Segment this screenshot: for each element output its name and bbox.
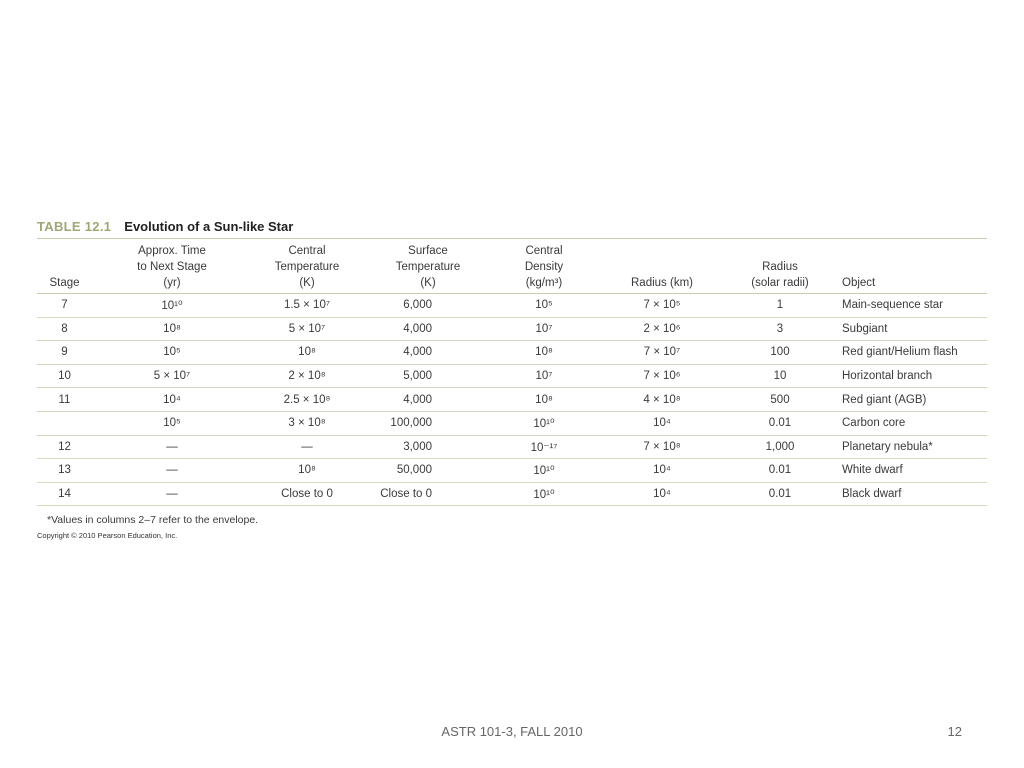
table-footnote: *Values in columns 2–7 refer to the envelope.	[47, 514, 259, 527]
cell-radius-km: 7 × 10⁸	[594, 435, 730, 459]
cell-radius-km: 7 × 10⁶	[594, 364, 730, 388]
cell-radius-solar: 100	[730, 341, 830, 365]
cell-object: Black dwarf	[830, 482, 987, 506]
cell-central-density: 10⁸	[494, 388, 594, 412]
cell-central-temperature: 5 × 10⁷	[252, 317, 362, 341]
cell-stage: 7	[37, 294, 92, 318]
cell-stage: 14	[37, 482, 92, 506]
cell-central-temperature: —	[252, 435, 362, 459]
cell-radius-km: 7 × 10⁵	[594, 294, 730, 318]
header-radius-solar: Radius (solar radii)	[730, 239, 830, 294]
table-title: Evolution of a Sun-like Star	[124, 218, 294, 234]
slide-footer: ASTR 101-3, FALL 2010	[441, 724, 583, 739]
cell-radius-km: 4 × 10⁸	[594, 388, 730, 412]
cell-central-temperature: 10⁸	[252, 341, 362, 365]
cell-radius-solar: 0.01	[730, 459, 830, 483]
header-time: Approx. Time to Next Stage (yr)	[92, 239, 252, 294]
cell-radius-solar: 500	[730, 388, 830, 412]
cell-central-density: 10⁷	[494, 317, 594, 341]
cell-radius-solar: 0.01	[730, 482, 830, 506]
table-row	[37, 459, 987, 483]
cell-time: 10⁵	[92, 411, 252, 435]
cell-object: Main-sequence star	[830, 294, 987, 318]
cell-stage: 9	[37, 341, 92, 365]
cell-time: 10¹⁰	[92, 294, 252, 318]
cell-surface-temperature: Close to 0	[362, 482, 494, 506]
cell-stage: 13	[37, 459, 92, 483]
table-row	[37, 317, 987, 341]
cell-central-density: 10⁸	[494, 341, 594, 365]
cell-radius-solar: 1,000	[730, 435, 830, 459]
cell-radius-km: 2 × 10⁶	[594, 317, 730, 341]
cell-radius-solar: 1	[730, 294, 830, 318]
cell-central-density: 10¹⁰	[494, 411, 594, 435]
cell-object: Carbon core	[830, 411, 987, 435]
cell-surface-temperature: 5,000	[362, 364, 494, 388]
cell-radius-solar: 10	[730, 364, 830, 388]
cell-central-density: 10¹⁰	[494, 459, 594, 483]
cell-surface-temperature: 50,000	[362, 459, 494, 483]
cell-surface-temperature: 4,000	[362, 388, 494, 412]
cell-radius-km: 10⁴	[594, 411, 730, 435]
cell-central-temperature: 2.5 × 10⁸	[252, 388, 362, 412]
cell-central-temperature: 3 × 10⁸	[252, 411, 362, 435]
cell-surface-temperature: 3,000	[362, 435, 494, 459]
cell-time: 10⁵	[92, 341, 252, 365]
cell-time: 10⁴	[92, 388, 252, 412]
cell-time: —	[92, 482, 252, 506]
table-row	[37, 388, 987, 412]
cell-central-temperature: 2 × 10⁸	[252, 364, 362, 388]
header-object: Object	[830, 239, 987, 294]
cell-time: 10⁸	[92, 317, 252, 341]
cell-central-density: 10¹⁰	[494, 482, 594, 506]
cell-surface-temperature: 6,000	[362, 294, 494, 318]
cell-central-temperature: 1.5 × 10⁷	[252, 294, 362, 318]
table-row	[37, 341, 987, 365]
table-row	[37, 294, 987, 318]
table-heading	[37, 214, 987, 238]
cell-surface-temperature: 4,000	[362, 341, 494, 365]
cell-object: Red giant/Helium flash	[830, 341, 987, 365]
cell-stage: 10	[37, 364, 92, 388]
cell-central-temperature: 10⁸	[252, 459, 362, 483]
header-radius-km: Radius (km)	[594, 239, 730, 294]
cell-object: Red giant (AGB)	[830, 388, 987, 412]
cell-radius-km: 10⁴	[594, 459, 730, 483]
header-stage: Stage	[37, 239, 92, 294]
table-container	[37, 214, 987, 540]
cell-stage	[37, 411, 92, 435]
slide-number: 12	[947, 724, 962, 739]
cell-object: Planetary nebula*	[830, 435, 987, 459]
cell-surface-temperature: 4,000	[362, 317, 494, 341]
table-row	[37, 435, 987, 459]
cell-central-density: 10⁷	[494, 364, 594, 388]
cell-surface-temperature: 100,000	[362, 411, 494, 435]
cell-central-temperature: Close to 0	[252, 482, 362, 506]
cell-radius-km: 7 × 10⁷	[594, 341, 730, 365]
cell-object: Subgiant	[830, 317, 987, 341]
cell-stage: 12	[37, 435, 92, 459]
header-surface-temperature: Surface Temperature (K)	[362, 239, 494, 294]
cell-stage: 11	[37, 388, 92, 412]
cell-time: —	[92, 459, 252, 483]
cell-radius-km: 10⁴	[594, 482, 730, 506]
table-row	[37, 364, 987, 388]
table-header-row	[37, 239, 987, 294]
cell-object: Horizontal branch	[830, 364, 987, 388]
cell-radius-solar: 3	[730, 317, 830, 341]
table-row	[37, 482, 987, 506]
cell-stage: 8	[37, 317, 92, 341]
cell-central-density: 10⁻¹⁷	[494, 435, 594, 459]
header-central-density: Central Density (kg/m³)	[494, 239, 594, 294]
cell-central-density: 10⁵	[494, 294, 594, 318]
header-central-temperature: Central Temperature (K)	[252, 239, 362, 294]
table-body	[37, 294, 987, 506]
cell-time: —	[92, 435, 252, 459]
evolution-table	[37, 239, 987, 506]
copyright-notice: Copyright © 2010 Pearson Education, Inc.	[37, 531, 178, 541]
cell-time: 5 × 10⁷	[92, 364, 252, 388]
cell-object: White dwarf	[830, 459, 987, 483]
cell-radius-solar: 0.01	[730, 411, 830, 435]
table-row	[37, 411, 987, 435]
table-label: TABLE 12.1	[37, 218, 112, 234]
